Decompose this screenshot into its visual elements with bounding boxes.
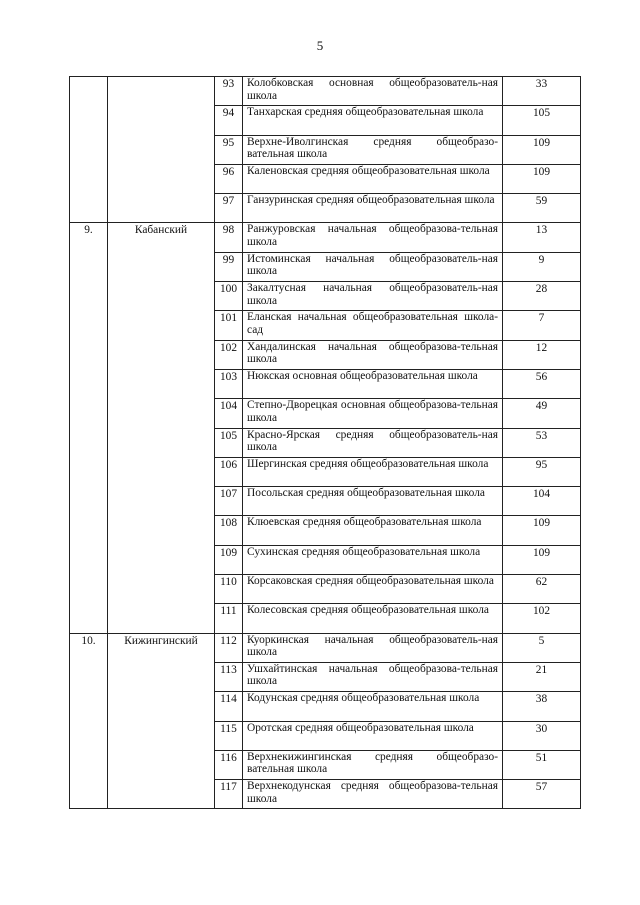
school-index: 111 (215, 604, 243, 633)
school-name: Колобковская основная общеобразователь-ная школа (243, 77, 503, 106)
school-name: Верхнекижингинская средняя общеобразо-вательная школа (243, 750, 503, 779)
school-name: Истоминская начальная общеобразователь-ная школа (243, 252, 503, 281)
school-name: Красно-Ярская средняя общеобразователь-ная школа (243, 428, 503, 457)
school-name: Каленовская средняя общеобразовательная школа (243, 164, 503, 193)
school-index: 99 (215, 252, 243, 281)
student-count: 109 (503, 516, 581, 545)
district-name-cell (108, 77, 215, 223)
student-count: 56 (503, 369, 581, 398)
school-index: 115 (215, 721, 243, 750)
school-index: 97 (215, 194, 243, 223)
school-index: 107 (215, 487, 243, 516)
page-number: 5 (316, 38, 324, 53)
school-index: 104 (215, 399, 243, 428)
school-name: Сухинская средняя общеобразовательная школа (243, 545, 503, 574)
school-name: Верхнекодунская средняя общеобразова-тельная школа (243, 780, 503, 809)
school-name: Закалтусная начальная общеобразователь-ная школа (243, 282, 503, 311)
school-name: Танхарская средняя общеобразовательная школа (243, 106, 503, 135)
student-count: 109 (503, 545, 581, 574)
school-name: Степно-Дворецкая основная общеобразова-тельная школа (243, 399, 503, 428)
school-index: 103 (215, 369, 243, 398)
student-count: 21 (503, 662, 581, 691)
school-index: 109 (215, 545, 243, 574)
student-count: 95 (503, 457, 581, 486)
school-index: 105 (215, 428, 243, 457)
student-count: 12 (503, 340, 581, 369)
school-index: 113 (215, 662, 243, 691)
school-index: 98 (215, 223, 243, 252)
student-count: 102 (503, 604, 581, 633)
school-index: 114 (215, 692, 243, 721)
school-index: 116 (215, 750, 243, 779)
school-name: Посольская средняя общеобразовательная школа (243, 487, 503, 516)
school-name: Еланская начальная общеобразовательная школа-сад (243, 311, 503, 340)
school-name: Шергинская средняя общеобразовательная школа (243, 457, 503, 486)
student-count: 33 (503, 77, 581, 106)
student-count: 104 (503, 487, 581, 516)
student-count: 57 (503, 780, 581, 809)
student-count: 13 (503, 223, 581, 252)
district-name-cell: Кабанский (108, 223, 215, 633)
student-count: 7 (503, 311, 581, 340)
student-count: 51 (503, 750, 581, 779)
school-index: 94 (215, 106, 243, 135)
school-name: Верхне-Иволгинская средняя общеобразо-вательная школа (243, 135, 503, 164)
school-index: 108 (215, 516, 243, 545)
school-name: Куоркинская начальная общеобразователь-ная школа (243, 633, 503, 662)
school-name: Нюкская основная общеобразовательная школа (243, 369, 503, 398)
school-name: Хандалинская начальная общеобразова-тельная школа (243, 340, 503, 369)
student-count: 109 (503, 135, 581, 164)
student-count: 30 (503, 721, 581, 750)
student-count: 9 (503, 252, 581, 281)
student-count: 59 (503, 194, 581, 223)
school-index: 100 (215, 282, 243, 311)
school-name: Оротская средняя общеобразовательная школа (243, 721, 503, 750)
student-count: 62 (503, 575, 581, 604)
school-name: Ганзуринская средняя общеобразовательная школа (243, 194, 503, 223)
school-name: Корсаковская средняя общеобразовательная школа (243, 575, 503, 604)
student-count: 49 (503, 399, 581, 428)
school-index: 106 (215, 457, 243, 486)
table-row (70, 223, 581, 252)
district-number-cell: 10. (70, 633, 108, 809)
student-count: 53 (503, 428, 581, 457)
district-name-cell: Кижингинский (108, 633, 215, 809)
school-name: Ушхайтинская начальная общеобразова-тельная школа (243, 662, 503, 691)
school-name: Ранжуровская начальная общеобразова-тельная школа (243, 223, 503, 252)
school-index: 112 (215, 633, 243, 662)
schools-table (69, 76, 581, 809)
school-name: Колесовская средняя общеобразовательная школа (243, 604, 503, 633)
student-count: 5 (503, 633, 581, 662)
student-count: 38 (503, 692, 581, 721)
school-index: 117 (215, 780, 243, 809)
table-row (70, 633, 581, 662)
school-index: 93 (215, 77, 243, 106)
table-row (70, 77, 581, 106)
school-name: Кодунская средняя общеобразовательная школа (243, 692, 503, 721)
school-index: 101 (215, 311, 243, 340)
student-count: 28 (503, 282, 581, 311)
school-name: Клюевская средняя общеобразовательная школа (243, 516, 503, 545)
school-index: 96 (215, 164, 243, 193)
school-index: 110 (215, 575, 243, 604)
district-number-cell (70, 77, 108, 223)
school-index: 102 (215, 340, 243, 369)
school-index: 95 (215, 135, 243, 164)
student-count: 109 (503, 164, 581, 193)
student-count: 105 (503, 106, 581, 135)
district-number-cell: 9. (70, 223, 108, 633)
